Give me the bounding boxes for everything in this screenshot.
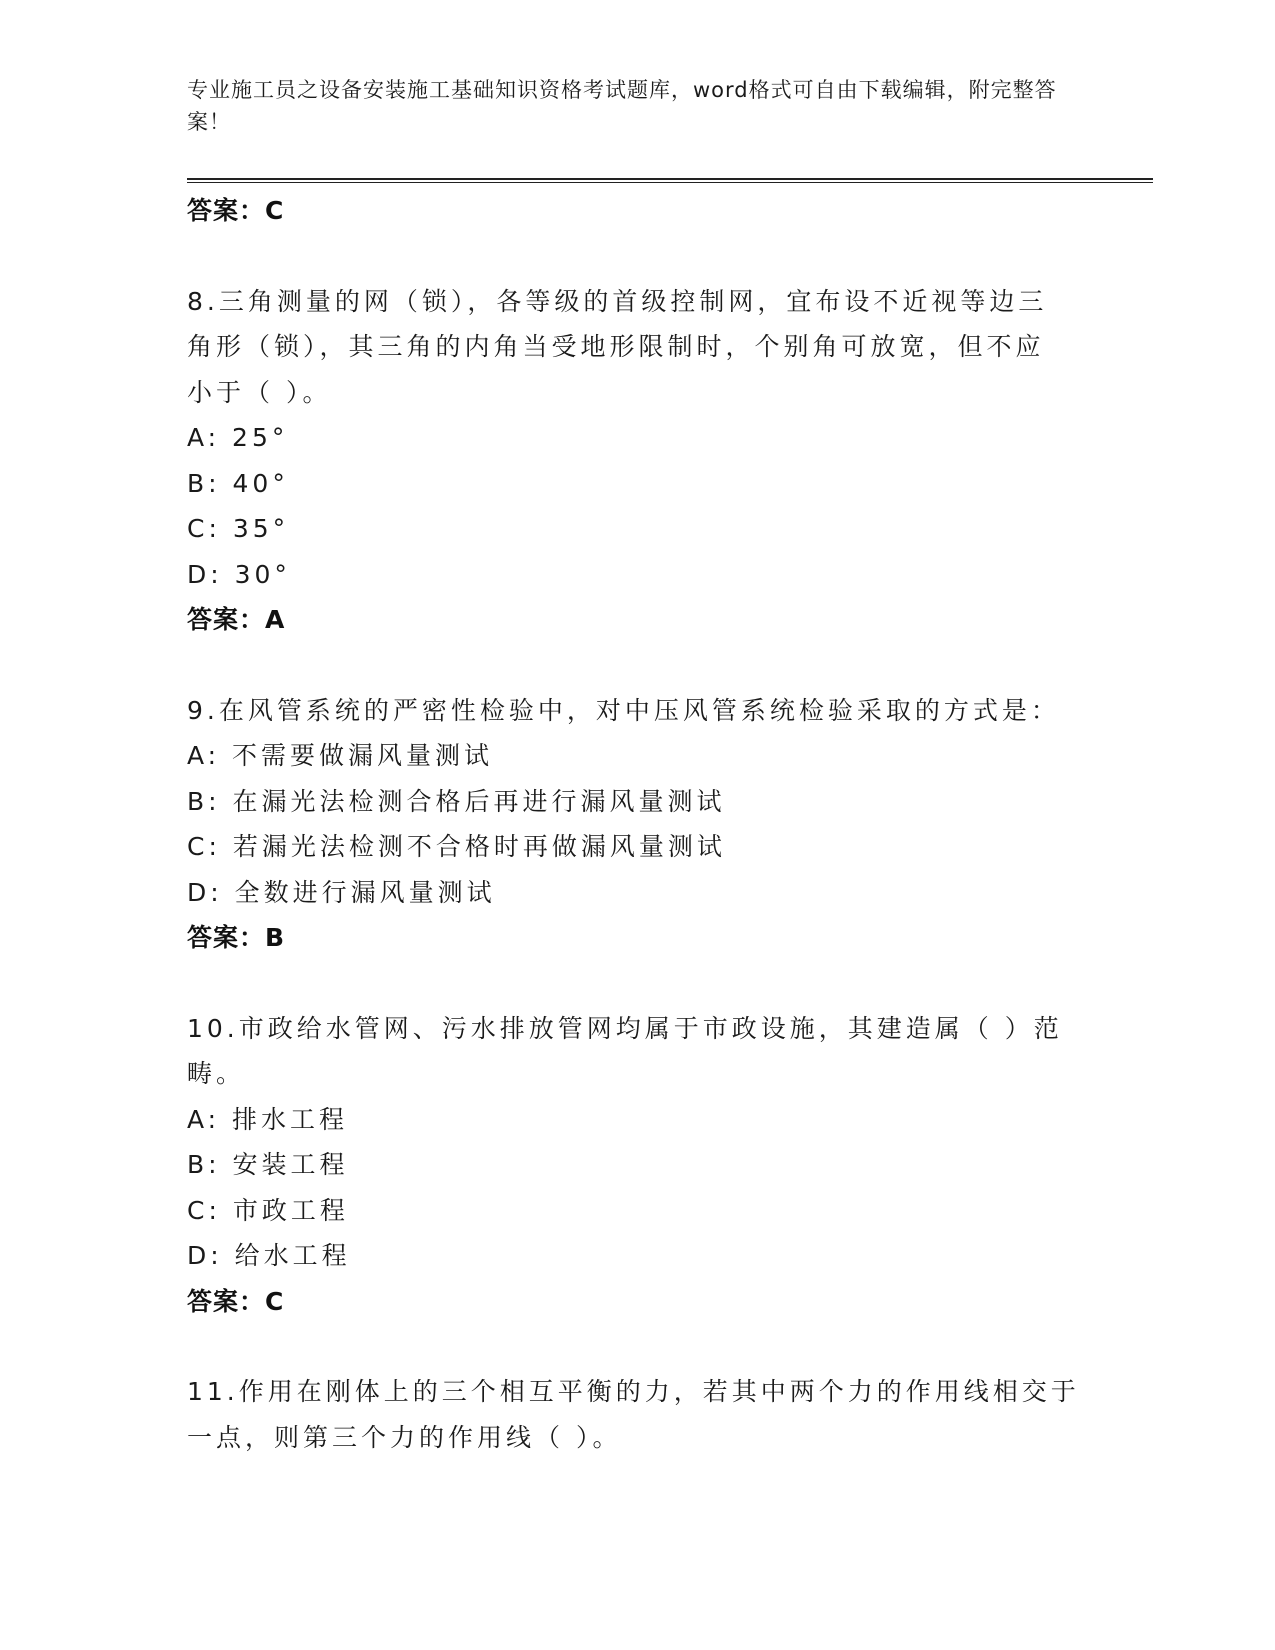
question-stem-line: 一点，则第三个力的作用线（ ）。 — [187, 1422, 622, 1452]
question-stem-line: 畴。 — [187, 1059, 246, 1088]
answer-label: 答案：C — [187, 1286, 285, 1316]
option-d: D: 30° — [187, 559, 291, 589]
option-b: B: 在漏光法检测合格后再进行漏风量测试 — [187, 786, 726, 816]
option-b: B: 安装工程 — [187, 1150, 349, 1179]
question-stem-line: 8.三角测量的网（锁），各等级的首级控制网，宜布设不近视等边三 — [187, 286, 1048, 316]
option-a: A: 排水工程 — [187, 1104, 349, 1134]
option-a: A: 不需要做漏风量测试 — [187, 741, 494, 770]
question-stem-line: 9.在风管系统的严密性检验中，对中压风管系统检验采取的方式是： — [187, 695, 1060, 725]
answer-label: 答案：C — [187, 196, 285, 225]
question-stem-line: 10.市政给水管网、污水排放管网均属于市政设施，其建造属（ ）范 — [187, 1013, 1063, 1043]
answer-label: 答案：A — [187, 605, 286, 634]
spacer — [187, 1324, 1087, 1369]
question-9 — [187, 688, 1087, 961]
option-a: A: 25° — [187, 423, 289, 452]
question-11 — [187, 1369, 1087, 1460]
question-stem-line: 小于（ ）。 — [187, 377, 332, 407]
question-8 — [187, 279, 1087, 643]
option-d: D: 给水工程 — [187, 1241, 351, 1270]
spacer — [187, 234, 1087, 279]
question-list — [187, 188, 1087, 1460]
option-d: D: 全数进行漏风量测试 — [187, 877, 496, 907]
option-c: C: 35° — [187, 514, 290, 543]
question-stem-line: 角形（锁），其三角的内角当受地形限制时，个别角可放宽，但不应 — [187, 332, 1045, 361]
document-header: 专业施工员之设备安装施工基础知识资格考试题库，word格式可自由下载编辑，附完整答案！ — [187, 78, 1057, 134]
answer-label: 答案：B — [187, 923, 286, 952]
spacer — [187, 643, 1087, 688]
option-c: C: 市政工程 — [187, 1195, 349, 1225]
spacer — [187, 961, 1087, 1006]
question-10 — [187, 1006, 1087, 1325]
header-divider — [187, 178, 1153, 183]
option-c: C: 若漏光法检测不合格时再做漏风量测试 — [187, 832, 726, 861]
option-b: B: 40° — [187, 468, 289, 498]
question-stem-line: 11.作用在刚体上的三个相互平衡的力，若其中两个力的作用线相交于 — [187, 1377, 1080, 1406]
